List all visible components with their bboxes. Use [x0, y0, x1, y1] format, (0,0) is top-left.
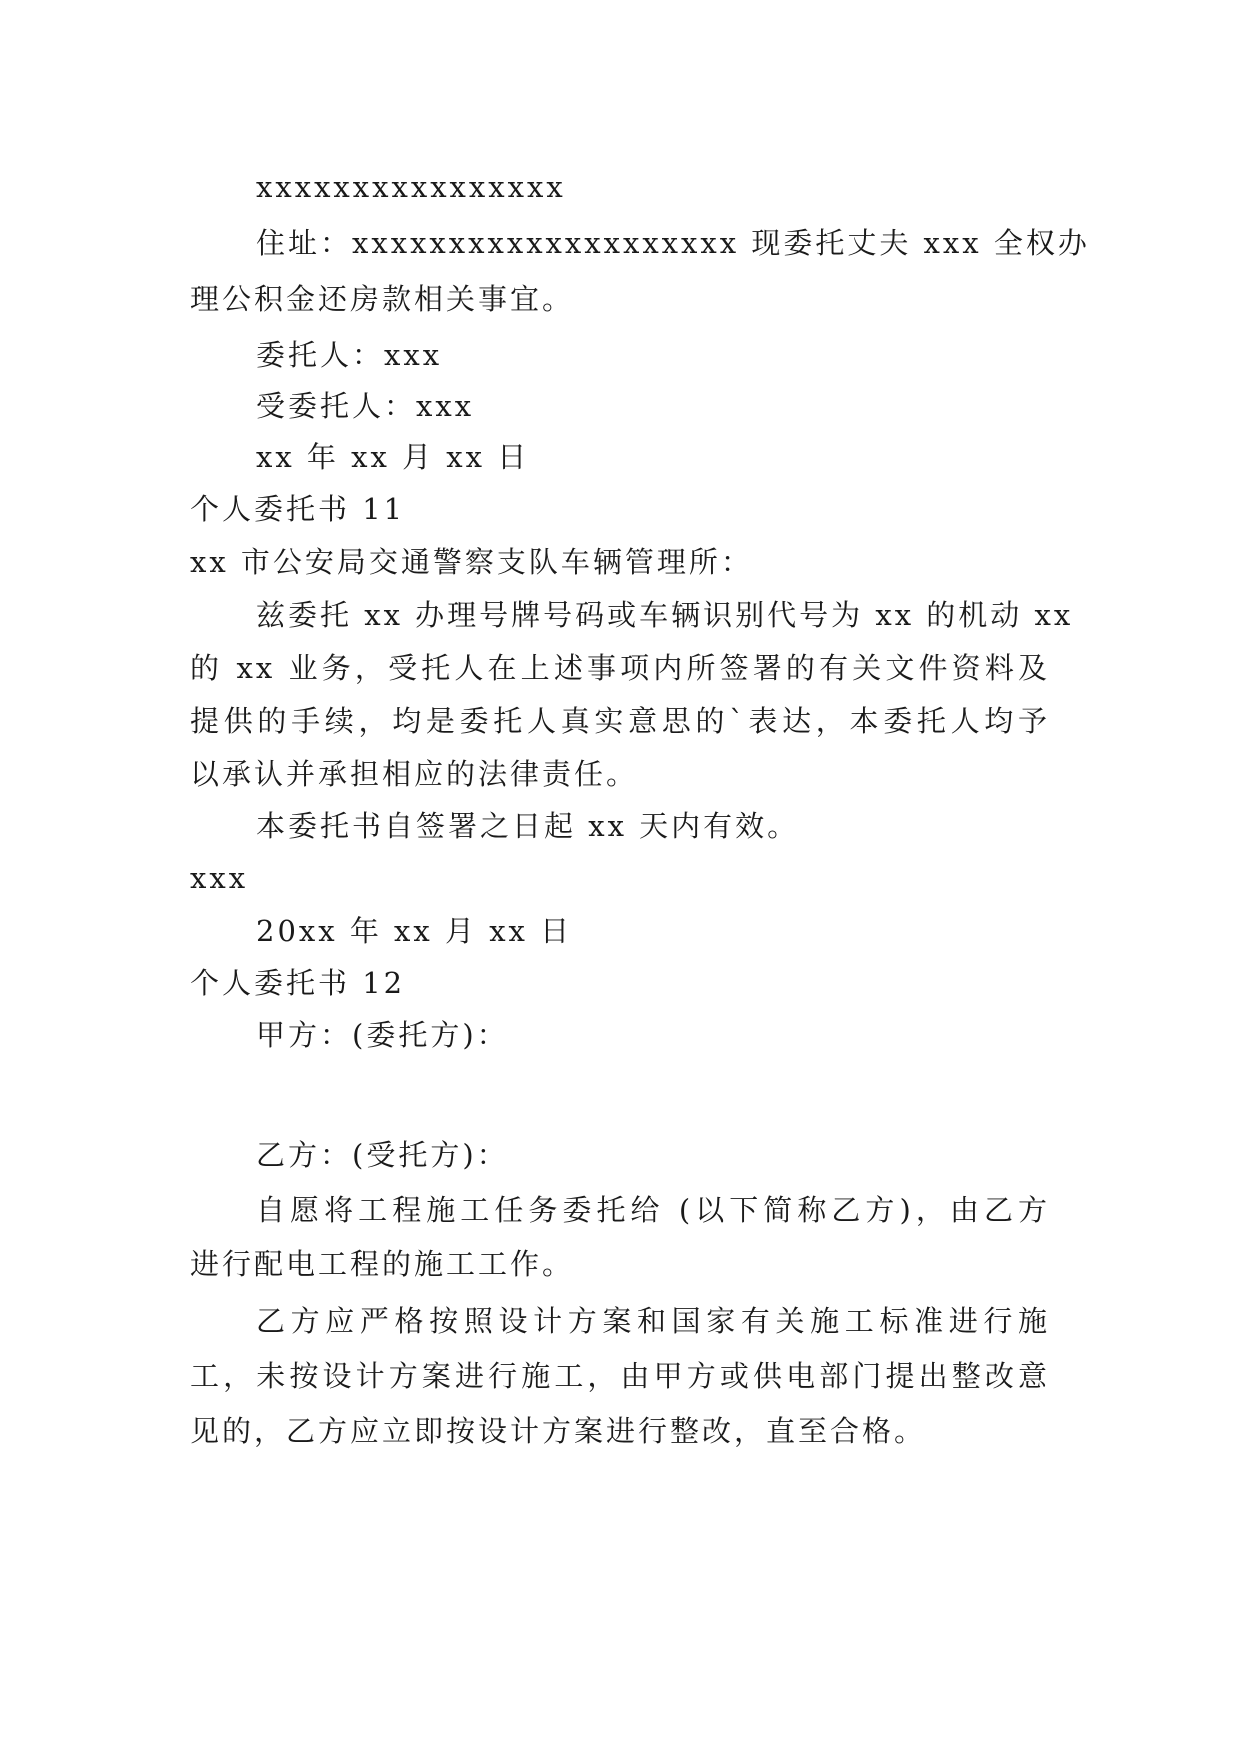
owner-id-text: xxxxxxxxxxxxxxxx	[256, 170, 566, 204]
entrust-paragraph-line-2: 进行配电工程的施工工作。	[190, 1247, 575, 1281]
authorization-paragraph-line-1: 兹委托 xx 办理号牌号码或车辆识别代号为 xx 的机动 xx	[256, 598, 1074, 632]
addressee-line: xx 市公安局交通警察支队车辆管理所：	[190, 545, 753, 579]
construction-paragraph-line-3: 见的，乙方应立即按设计方案进行整改，直至合格。	[190, 1414, 927, 1448]
construction-paragraph-line-2: 工，未按设计方案进行施工，由甲方或供电部门提出整改意	[190, 1359, 1050, 1393]
principal-line: 委托人：xxx	[256, 338, 443, 372]
construction-paragraph-line-1: 乙方应严格按照设计方案和国家有关施工标准进行施	[256, 1304, 1050, 1338]
authorization-paragraph-line-3: 提供的手续，均是委托人真实意思的`表达，本委托人均予	[190, 704, 1050, 738]
address-paragraph-line-2: 理公积金还房款相关事宜。	[190, 282, 575, 316]
party-b-line: 乙方：(受托方)：	[256, 1138, 509, 1172]
signer-line: xxx	[190, 861, 249, 895]
date-line-1: xx 年 xx 月 xx 日	[256, 440, 530, 474]
validity-line: 本委托书自签署之日起 xx 天内有效。	[256, 809, 800, 843]
authorization-paragraph-line-4: 以承认并承担相应的法律责任。	[190, 757, 639, 791]
party-a-line: 甲方：(委托方)：	[256, 1018, 509, 1052]
section-title-12: 个人委托书 12	[190, 966, 406, 1000]
entrust-paragraph-line-1: 自愿将工程施工任务委托给 (以下简称乙方)，由乙方	[256, 1193, 1050, 1227]
section-title-11: 个人委托书 11	[190, 492, 406, 526]
address-paragraph-line-1: 住址：xxxxxxxxxxxxxxxxxxxx 现委托丈夫 xxx 全权办	[256, 226, 1090, 260]
authorization-paragraph-line-2: 的 xx 业务，受托人在上述事项内所签署的有关文件资料及	[190, 651, 1050, 685]
agent-line: 受委托人：xxx	[256, 389, 475, 423]
date-line-2: 20xx 年 xx 月 xx 日	[256, 914, 573, 948]
